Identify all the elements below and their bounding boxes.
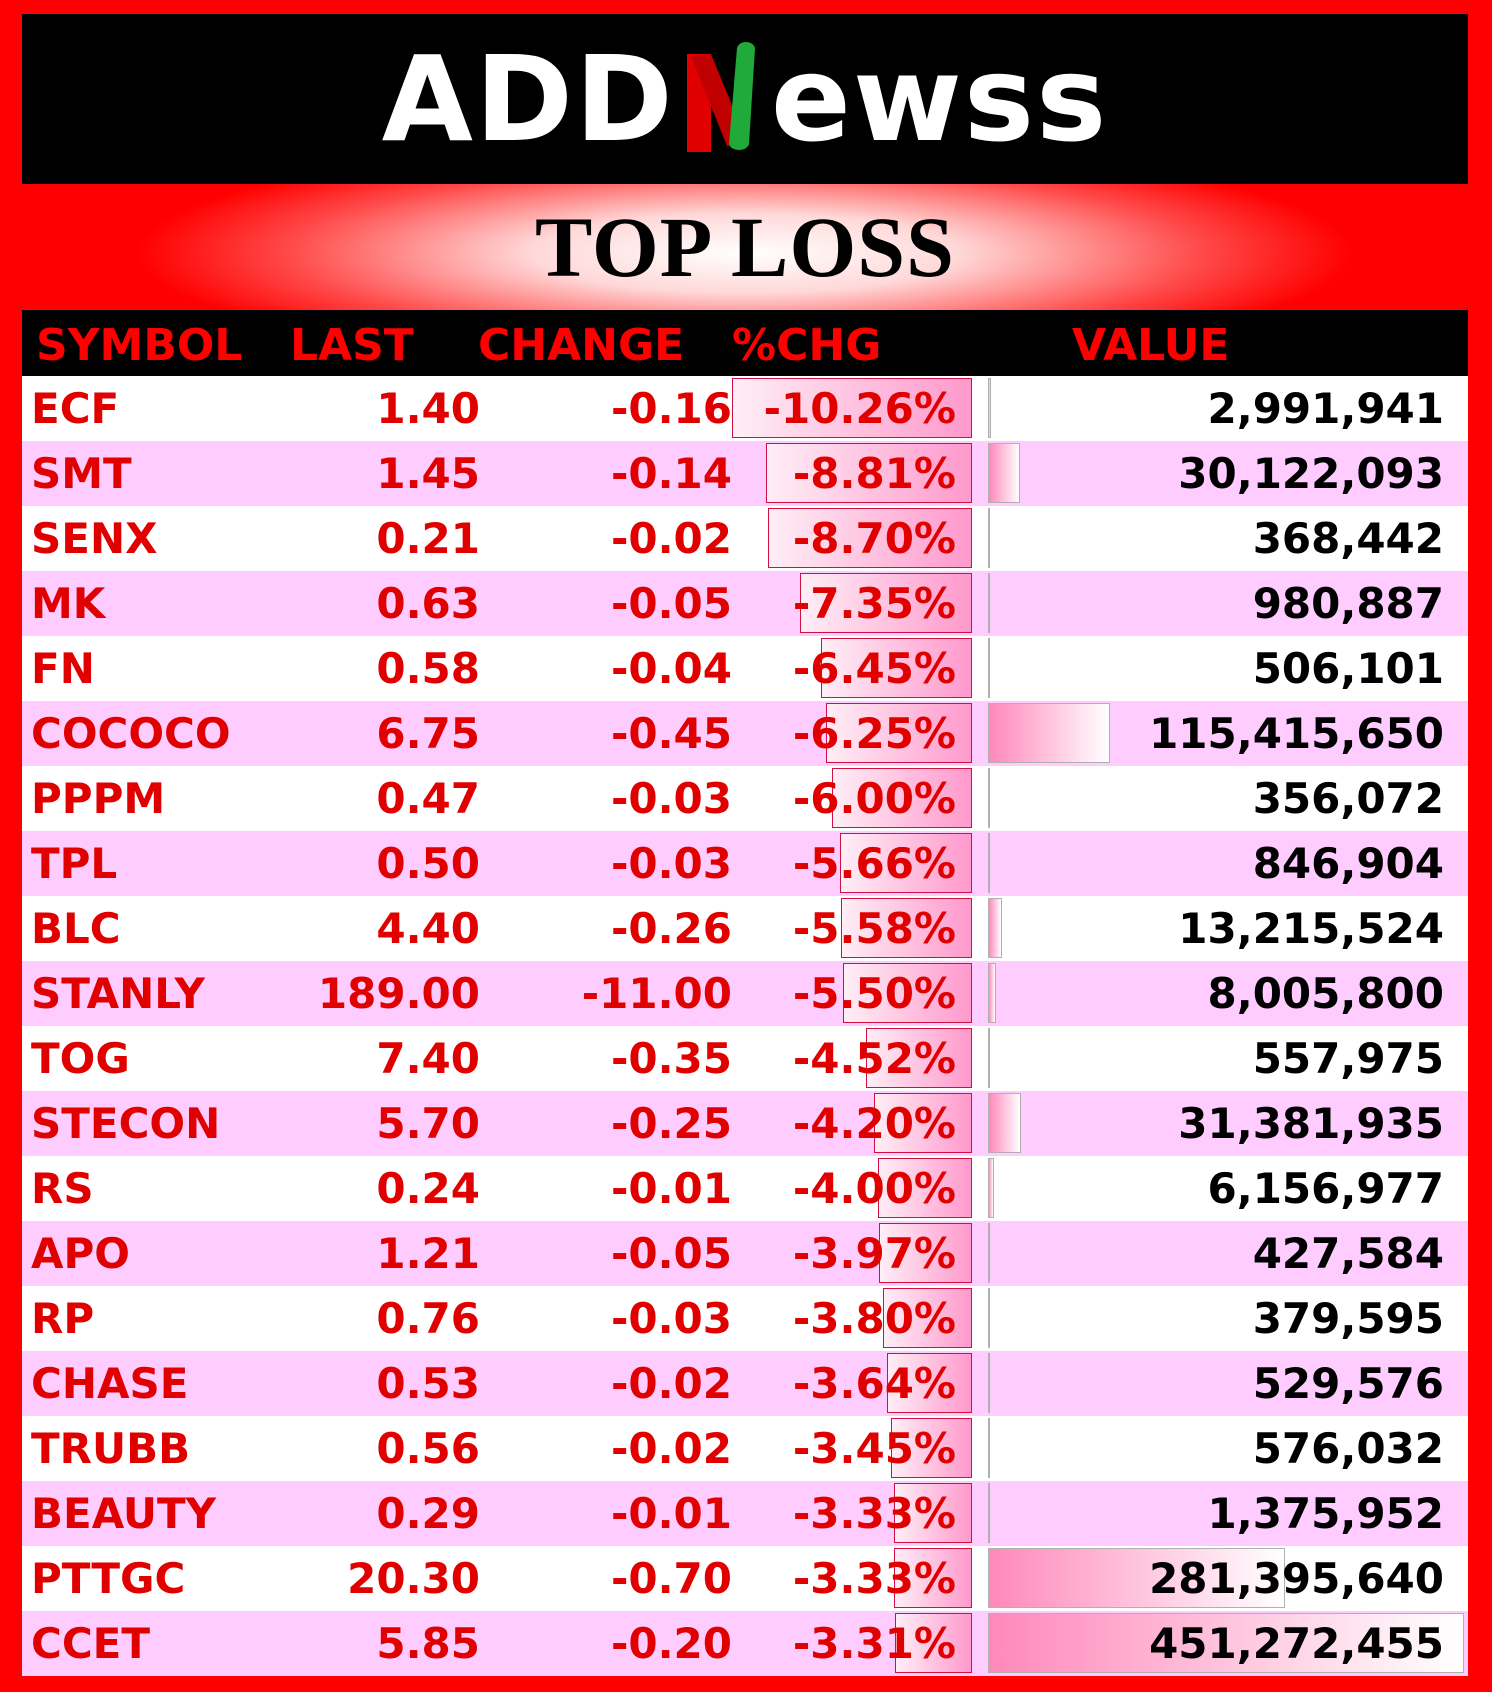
cell-value: 451,272,455 <box>1149 1619 1444 1668</box>
column-header-symbol: SYMBOL <box>36 320 243 371</box>
table-row <box>22 1091 1468 1156</box>
value-databar <box>988 1418 990 1478</box>
table-row <box>22 1221 1468 1286</box>
cell-change: -0.03 <box>610 1294 732 1343</box>
table-row <box>22 831 1468 896</box>
cell-pct-change: -6.00% <box>792 774 956 823</box>
cell-value: 576,032 <box>1252 1424 1444 1473</box>
cell-change: -11.00 <box>581 969 732 1018</box>
cell-last: 1.45 <box>376 449 480 498</box>
cell-symbol: COCOCO <box>31 709 231 758</box>
column-header-change: CHANGE <box>478 320 685 371</box>
cell-symbol: ECF <box>31 384 120 433</box>
cell-value: 846,904 <box>1252 839 1444 888</box>
table-row <box>22 766 1468 831</box>
cell-value: 2,991,941 <box>1207 384 1444 433</box>
cell-value: 356,072 <box>1252 774 1444 823</box>
cell-last: 0.29 <box>376 1489 480 1538</box>
column-header-last: LAST <box>290 320 414 371</box>
value-databar <box>988 508 990 568</box>
cell-last: 0.50 <box>376 839 480 888</box>
cell-symbol: SMT <box>31 449 132 498</box>
cell-symbol: CHASE <box>31 1359 189 1408</box>
cell-change: -0.03 <box>610 774 732 823</box>
table-row <box>22 636 1468 701</box>
table-row <box>22 1286 1468 1351</box>
cell-symbol: STECON <box>31 1099 221 1148</box>
value-databar <box>988 768 990 828</box>
cell-value: 1,375,952 <box>1207 1489 1444 1538</box>
cell-value: 30,122,093 <box>1178 449 1444 498</box>
cell-change: -0.04 <box>610 644 732 693</box>
value-databar <box>988 833 990 893</box>
cell-pct-change: -3.31% <box>792 1619 956 1668</box>
table-row <box>22 1481 1468 1546</box>
cell-value: 31,381,935 <box>1178 1099 1444 1148</box>
cell-value: 281,395,640 <box>1149 1554 1444 1603</box>
table-header <box>22 310 1468 376</box>
cell-symbol: RS <box>31 1164 94 1213</box>
page-frame <box>22 14 1468 1692</box>
cell-symbol: PTTGC <box>31 1554 186 1603</box>
value-databar <box>988 898 1002 958</box>
cell-change: -0.01 <box>610 1489 732 1538</box>
cell-symbol: BLC <box>31 904 121 953</box>
cell-last: 0.21 <box>376 514 480 563</box>
cell-symbol: SENX <box>31 514 158 563</box>
value-databar <box>988 1093 1021 1153</box>
cell-pct-change: -3.33% <box>792 1554 956 1603</box>
cell-change: -0.02 <box>610 514 732 563</box>
cell-last: 5.85 <box>376 1619 480 1668</box>
cell-last: 0.63 <box>376 579 480 628</box>
cell-change: -0.01 <box>610 1164 732 1213</box>
cell-change: -0.03 <box>610 839 732 888</box>
cell-pct-change: -4.00% <box>792 1164 956 1213</box>
table-row <box>22 1351 1468 1416</box>
cell-value: 427,584 <box>1252 1229 1444 1278</box>
cell-last: 4.40 <box>376 904 480 953</box>
value-databar <box>988 1223 990 1283</box>
cell-last: 1.21 <box>376 1229 480 1278</box>
cell-last: 0.58 <box>376 644 480 693</box>
cell-symbol: TPL <box>31 839 118 888</box>
cell-last: 6.75 <box>376 709 480 758</box>
logo-text-prefix: ADD <box>381 30 675 168</box>
cell-pct-change: -4.52% <box>792 1034 956 1083</box>
table-row <box>22 506 1468 571</box>
cell-last: 20.30 <box>347 1554 480 1603</box>
value-databar <box>988 1353 990 1413</box>
cell-change: -0.14 <box>610 449 732 498</box>
table-row <box>22 896 1468 961</box>
value-databar <box>988 378 991 438</box>
logo-n-mark-icon <box>677 34 769 164</box>
cell-last: 189.00 <box>317 969 480 1018</box>
cell-symbol: PPPM <box>31 774 166 823</box>
cell-last: 0.53 <box>376 1359 480 1408</box>
cell-change: -0.02 <box>610 1359 732 1408</box>
logo-text-suffix: ewss <box>770 30 1109 168</box>
cell-pct-change: -3.33% <box>792 1489 956 1538</box>
cell-value: 368,442 <box>1252 514 1444 563</box>
table-row <box>22 1156 1468 1221</box>
cell-symbol: BEAUTY <box>31 1489 217 1538</box>
logo-header <box>22 14 1468 184</box>
cell-value: 6,156,977 <box>1207 1164 1444 1213</box>
cell-symbol: FN <box>31 644 95 693</box>
table-row <box>22 701 1468 766</box>
cell-last: 7.40 <box>376 1034 480 1083</box>
value-databar <box>988 443 1020 503</box>
table-row <box>22 1611 1468 1676</box>
cell-value: 8,005,800 <box>1207 969 1444 1018</box>
cell-change: -0.35 <box>610 1034 732 1083</box>
cell-pct-change: -3.80% <box>792 1294 956 1343</box>
cell-pct-change: -6.25% <box>792 709 956 758</box>
cell-pct-change: -7.35% <box>792 579 956 628</box>
cell-last: 5.70 <box>376 1099 480 1148</box>
cell-symbol: CCET <box>31 1619 150 1668</box>
value-databar <box>988 1158 994 1218</box>
cell-pct-change: -3.45% <box>792 1424 956 1473</box>
value-databar <box>988 1288 990 1348</box>
cell-value: 557,975 <box>1252 1034 1444 1083</box>
cell-pct-change: -5.66% <box>792 839 956 888</box>
cell-value: 379,595 <box>1252 1294 1444 1343</box>
cell-change: -0.16 <box>610 384 732 433</box>
cell-symbol: APO <box>31 1229 130 1278</box>
title-band <box>22 184 1468 310</box>
table-row <box>22 376 1468 441</box>
cell-change: -0.26 <box>610 904 732 953</box>
column-header-value: VALUE <box>1072 320 1230 371</box>
cell-last: 0.47 <box>376 774 480 823</box>
cell-last: 1.40 <box>376 384 480 433</box>
table-row <box>22 1416 1468 1481</box>
cell-symbol: RP <box>31 1294 95 1343</box>
cell-pct-change: -6.45% <box>792 644 956 693</box>
table-row <box>22 961 1468 1026</box>
value-databar <box>988 963 996 1023</box>
cell-symbol: STANLY <box>31 969 205 1018</box>
cell-last: 0.56 <box>376 1424 480 1473</box>
table-body <box>22 376 1468 1676</box>
cell-symbol: MK <box>31 579 106 628</box>
table-row <box>22 1026 1468 1091</box>
cell-change: -0.25 <box>610 1099 732 1148</box>
value-databar <box>988 703 1110 763</box>
cell-value: 13,215,524 <box>1178 904 1444 953</box>
cell-pct-change: -4.20% <box>792 1099 956 1148</box>
table-row <box>22 1546 1468 1611</box>
page-title: TOP LOSS <box>535 199 955 295</box>
cell-last: 0.24 <box>376 1164 480 1213</box>
value-databar <box>988 1483 990 1543</box>
cell-change: -0.70 <box>610 1554 732 1603</box>
value-databar <box>988 1028 990 1088</box>
addnewss-logo <box>381 30 1109 168</box>
cell-pct-change: -5.58% <box>792 904 956 953</box>
cell-value: 115,415,650 <box>1149 709 1444 758</box>
cell-pct-change: -5.50% <box>792 969 956 1018</box>
cell-pct-change: -3.64% <box>792 1359 956 1408</box>
cell-change: -0.20 <box>610 1619 732 1668</box>
table-row <box>22 441 1468 506</box>
cell-symbol: TRUBB <box>31 1424 191 1473</box>
cell-value: 529,576 <box>1252 1359 1444 1408</box>
column-header-pct: %CHG <box>732 320 882 371</box>
cell-change: -0.05 <box>610 1229 732 1278</box>
cell-value: 506,101 <box>1252 644 1444 693</box>
cell-change: -0.45 <box>610 709 732 758</box>
cell-pct-change: -8.70% <box>792 514 956 563</box>
cell-last: 0.76 <box>376 1294 480 1343</box>
cell-change: -0.02 <box>610 1424 732 1473</box>
cell-pct-change: -3.97% <box>792 1229 956 1278</box>
cell-value: 980,887 <box>1252 579 1444 628</box>
cell-pct-change: -10.26% <box>763 384 956 433</box>
cell-pct-change: -8.81% <box>792 449 956 498</box>
cell-symbol: TOG <box>31 1034 130 1083</box>
cell-change: -0.05 <box>610 579 732 628</box>
value-databar <box>988 573 990 633</box>
value-databar <box>988 638 990 698</box>
table-row <box>22 571 1468 636</box>
